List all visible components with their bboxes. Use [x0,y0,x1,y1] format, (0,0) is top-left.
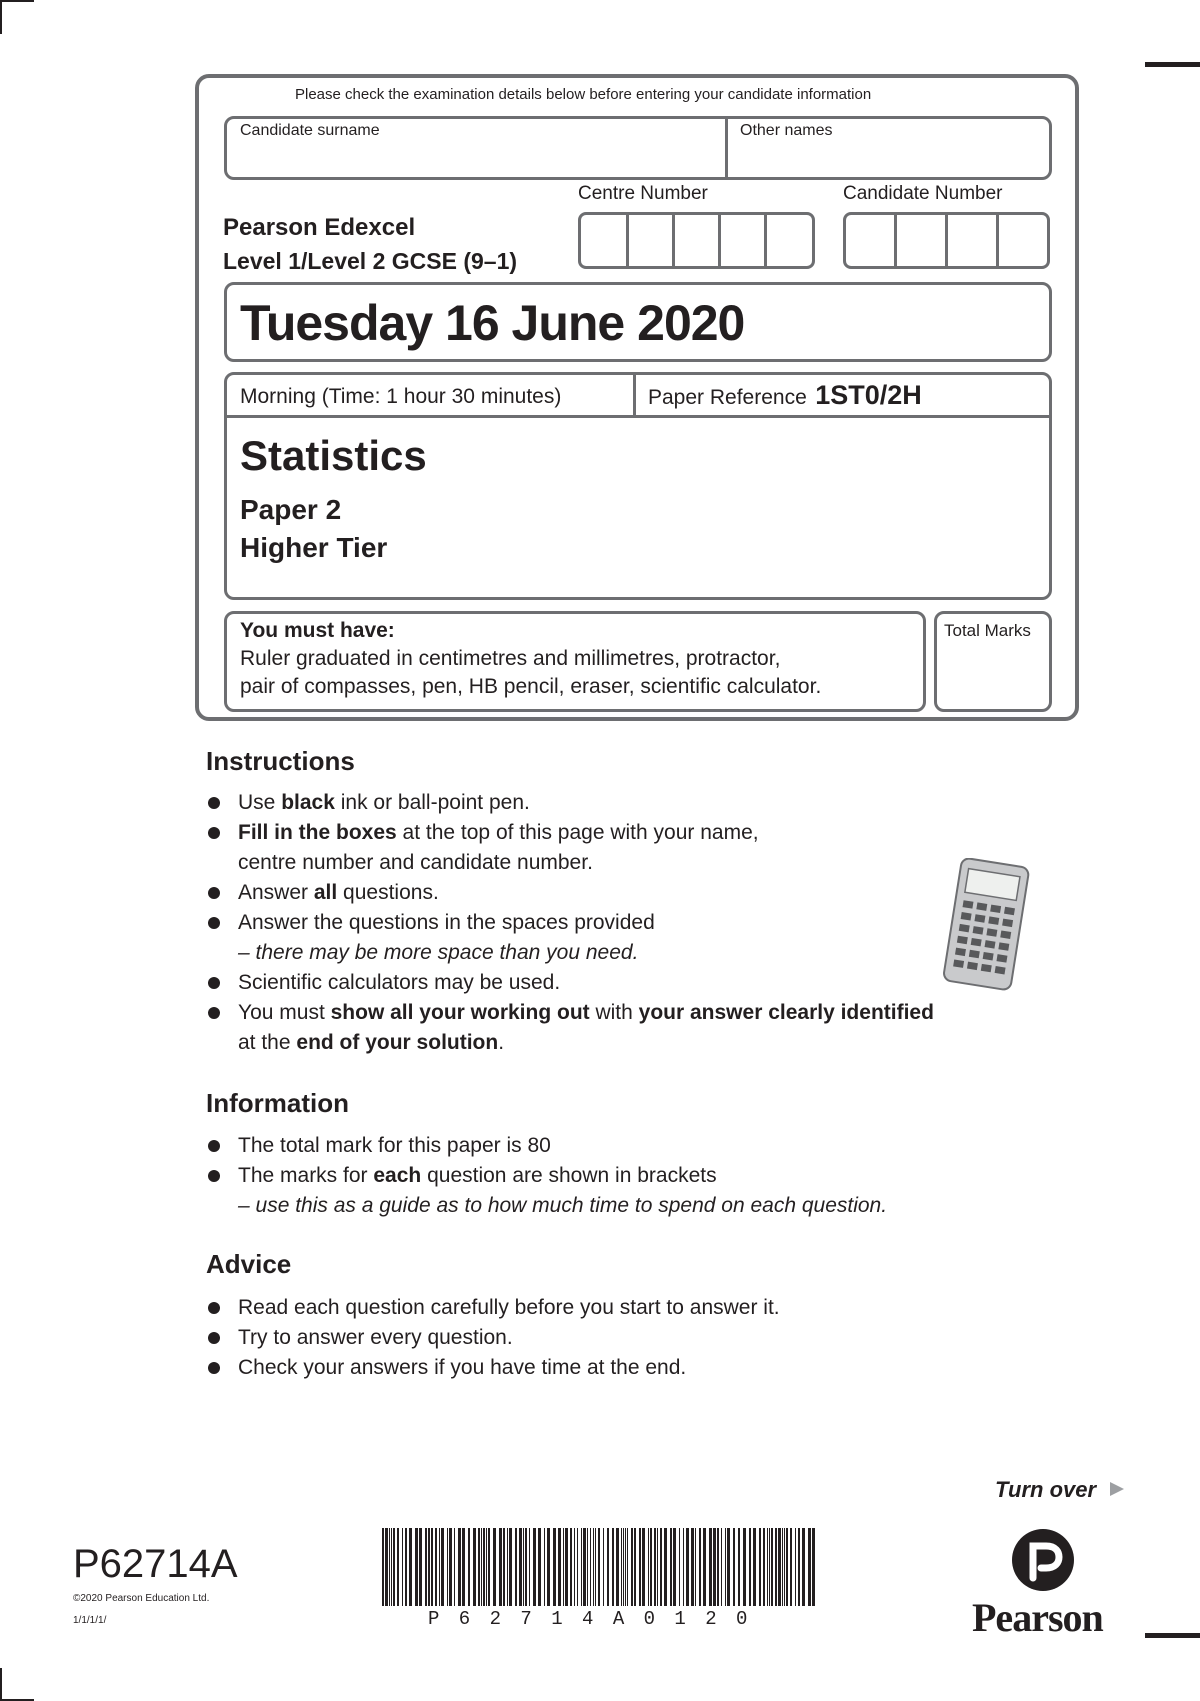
barcode-bar [616,1528,619,1606]
barcode-bar [798,1528,800,1606]
barcode-bar [533,1528,536,1606]
paper-reference-code: 1ST0/2H [815,380,922,410]
paper-code: P62714A [73,1542,238,1586]
advice-heading: Advice [206,1249,292,1279]
barcode-bar [769,1528,770,1606]
barcode-bar [523,1528,524,1606]
barcode-bar [590,1528,591,1606]
calculator-icon [940,858,1032,992]
barcode-bar [507,1528,508,1606]
barcode-bar [660,1528,662,1606]
barcode-bar [683,1528,684,1606]
barcode-bar [447,1528,448,1606]
list-item: Answer all questions. [208,878,1028,908]
barcode-bar [409,1528,412,1606]
barcode-bar [738,1528,740,1606]
barcode-bar [784,1528,785,1606]
barcode-bar [478,1528,480,1606]
barcode-bar [759,1528,761,1606]
barcode-bar [598,1528,600,1606]
barcode-bar [691,1528,694,1606]
barcode-bar [621,1528,622,1606]
barcode-bar [650,1528,652,1606]
barcode-bar [790,1528,792,1606]
list-item: Use black ink or ball-point pen. [208,788,1028,818]
barcode-bar [587,1528,588,1606]
must-have-line-1: Ruler graduated in centimetres and millimetres, protractor, [240,647,781,670]
barcode-bar [570,1528,572,1606]
pearson-logo-icon [1011,1528,1075,1592]
barcode-bar [529,1528,530,1606]
exam-date: Tuesday 16 June 2020 [240,295,745,351]
turn-over [995,1477,1126,1503]
check-notice: Please check the examination details below before entering your candidate information [295,86,872,103]
crop-mark-bottom-left-v [0,1668,2,1701]
barcode-bar [648,1528,649,1606]
list-item: Scientific calculators may be used. [208,968,1028,998]
barcode-bar [425,1528,427,1606]
barcode-bar [458,1528,461,1606]
barcode-bar [778,1528,781,1606]
barcode-bar [499,1528,502,1606]
barcode-bar [473,1528,476,1606]
barcode-bar [670,1528,672,1606]
barcode-bar [673,1528,676,1606]
turn-over-arrow-icon [1108,1480,1126,1498]
barcode-bar [607,1528,609,1606]
barcode-bar [431,1528,433,1606]
list-item: Read each question carefully before you start to answer it. [208,1293,1028,1323]
barcode-bar [634,1528,636,1606]
barcode-bar [686,1528,689,1606]
barcode-bar [435,1528,437,1606]
barcode-bar [657,1528,658,1606]
candidate-digit[interactable] [843,212,897,269]
barcode-bar [563,1528,564,1606]
paper-number: Paper 2 [240,494,342,525]
barcode-bar [603,1528,604,1606]
candidate-digit[interactable] [945,212,999,269]
barcode-bar [382,1528,384,1606]
barcode-bar [558,1528,561,1606]
must-have-line-2: pair of compasses, pen, HB pencil, eraser, scientific calculator. [240,675,822,698]
barcode-bar [749,1528,751,1606]
paper-reference [648,380,922,411]
barcode-bar [593,1528,594,1606]
subject-title: Statistics [240,432,427,479]
barcode-bar [612,1528,614,1606]
session-divider-h [224,415,1052,418]
must-have-heading: You must have: [240,619,395,642]
barcode-bar [721,1528,722,1606]
barcode-bar [462,1528,465,1606]
barcode-bar [493,1528,496,1606]
centre-number-boxes[interactable] [578,212,815,269]
candidate-number-label: Candidate Number [843,183,1003,204]
list-item: The marks for each question are shown in brackets – use this as a guide as to how much time to spend on each question. [208,1161,1058,1221]
instructions-heading: Instructions [206,746,355,776]
session-time: Morning (Time: 1 hour 30 minutes) [240,385,562,408]
barcode-bar [639,1528,641,1606]
centre-digit[interactable] [764,212,815,269]
list-item: Answer the questions in the spaces provided – there may be more space than you need. [208,908,1028,968]
list-item: Try to answer every question. [208,1323,1028,1353]
barcode-bar [808,1528,811,1606]
board-name: Pearson Edexcel [223,214,416,241]
barcode-bar [486,1528,487,1606]
barcode-bar [481,1528,482,1606]
barcode-bar [703,1528,706,1606]
barcode-bar [385,1528,388,1606]
crop-mark-top-left-v [0,0,2,34]
barcode-bar [574,1528,575,1606]
barcode-bar [753,1528,756,1606]
tier: Higher Tier [240,532,388,563]
barcode-bar [802,1528,805,1606]
information-list [208,1131,1058,1221]
barcode-bar [812,1528,815,1606]
barcode-bar [483,1528,485,1606]
barcode-bar [642,1528,645,1606]
list-item: You must show all your working out with your answer clearly identified at the end of your solution. [208,998,1028,1058]
other-names-field[interactable]: Other names [740,122,833,139]
copyright: ©2020 Pearson Education Ltd. [73,1593,210,1604]
barcode-bar [488,1528,490,1606]
barcode-bar [717,1528,719,1606]
barcode-bar [391,1528,392,1606]
barcode-bar [709,1528,712,1606]
barcode-bar [577,1528,578,1606]
name-divider [725,116,728,180]
print-code: 1/1/1/1/ [73,1615,107,1626]
barcode-bar [743,1528,746,1606]
barcode-bar [402,1528,403,1606]
barcode-bar [654,1528,656,1606]
barcode-bar [786,1528,788,1606]
barcode-bar [771,1528,773,1606]
barcode-bar [767,1528,768,1606]
barcode-bar [581,1528,582,1606]
barcode [382,1528,818,1612]
paper-reference-label: Paper Reference [648,386,807,409]
barcode-bar [631,1528,633,1606]
instructions-list [208,788,1028,1058]
barcode-bar [695,1528,696,1606]
barcode-bar [795,1528,796,1606]
barcode-bar [389,1528,390,1606]
barcode-bar [727,1528,730,1606]
crop-mark-top-right [1145,62,1200,67]
barcode-bar [515,1528,517,1606]
centre-digit[interactable] [626,212,675,269]
barcode-bar [699,1528,701,1606]
barcode-bar [782,1528,783,1606]
barcode-bar [449,1528,452,1606]
centre-digit[interactable] [718,212,767,269]
barcode-bar [713,1528,716,1606]
barcode-bar [454,1528,455,1606]
information-heading: Information [206,1088,349,1118]
barcode-bar [397,1528,399,1606]
barcode-bar [428,1528,430,1606]
barcode-bar [419,1528,422,1606]
crop-mark-bottom-right [1145,1633,1200,1638]
barcode-bar [553,1528,556,1606]
barcode-bar [725,1528,726,1606]
advice-list [208,1293,1028,1383]
candidate-digit[interactable] [996,212,1050,269]
barcode-text: P 6 2 7 1 4 A 0 1 2 0 [428,1608,752,1630]
barcode-bar [733,1528,735,1606]
centre-digit[interactable] [672,212,721,269]
barcode-bar [468,1528,470,1606]
candidate-surname-field[interactable]: Candidate surname [240,122,380,139]
barcode-bar [595,1528,596,1606]
session-divider-v [633,372,636,417]
barcode-bar [775,1528,777,1606]
barcode-bar [519,1528,522,1606]
barcode-bar [509,1528,512,1606]
barcode-bar [547,1528,550,1606]
candidate-number-boxes[interactable] [843,212,1050,269]
total-marks-label: Total Marks [944,621,1031,640]
barcode-bar [393,1528,395,1606]
barcode-bar [439,1528,440,1606]
barcode-bar [583,1528,586,1606]
qualification: Level 1/Level 2 GCSE (9–1) [223,248,518,274]
centre-digit[interactable] [578,212,629,269]
barcode-bar [544,1528,545,1606]
barcode-bar [627,1528,628,1606]
barcode-bar [503,1528,505,1606]
barcode-bar [565,1528,568,1606]
crop-mark-top-left-h [0,0,34,2]
barcode-bar [441,1528,444,1606]
list-item: The total mark for this paper is 80 [208,1131,1058,1161]
barcode-bar [679,1528,680,1606]
barcode-bar [625,1528,626,1606]
list-item: Check your answers if you have time at the end. [208,1353,1028,1383]
candidate-digit[interactable] [894,212,948,269]
turn-over-label: Turn over [995,1477,1097,1502]
barcode-bar [538,1528,541,1606]
barcode-bar [415,1528,418,1606]
barcode-bar [525,1528,527,1606]
barcode-bar [405,1528,407,1606]
publisher-wordmark: Pearson [972,1595,1103,1640]
barcode-bar [664,1528,667,1606]
list-item: Fill in the boxes at the top of this page with your name, centre number and candidate number. [208,818,1028,878]
barcode-bar [763,1528,765,1606]
barcode-bar [623,1528,624,1606]
centre-number-label: Centre Number [578,183,708,204]
